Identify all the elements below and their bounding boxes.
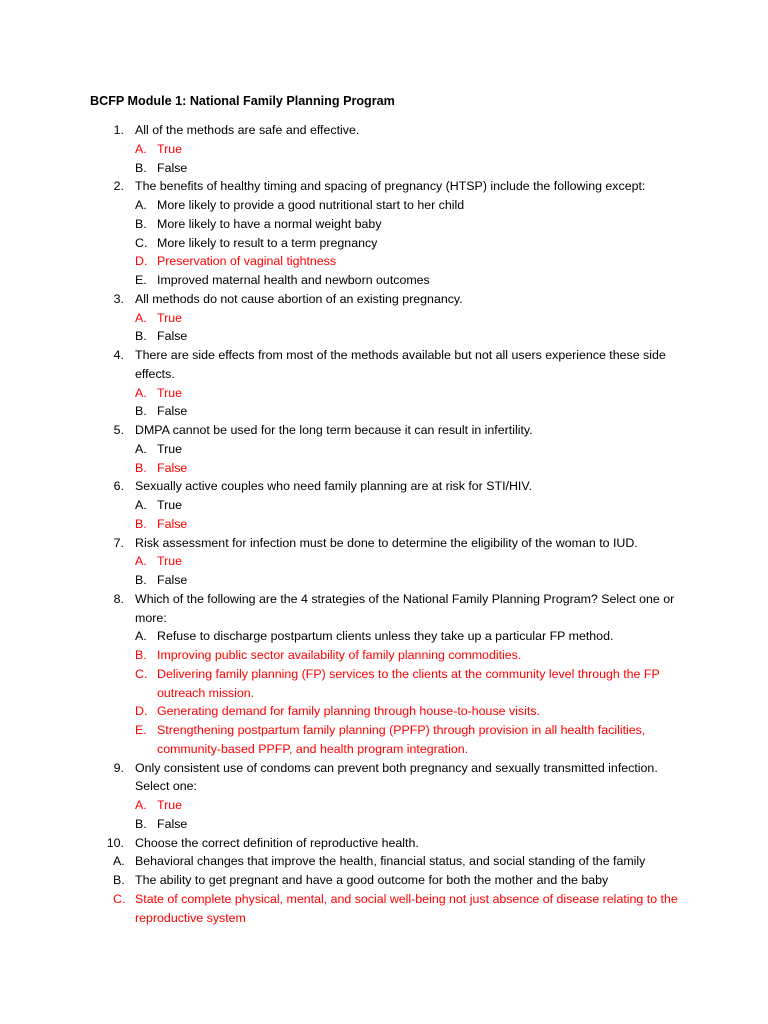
option-letter: A. [135, 141, 147, 156]
option-text: Improved maternal health and newborn outcomes [157, 273, 430, 287]
option-letter: D. [135, 254, 148, 269]
question-line [0, 346, 768, 384]
question-number: 5. [113, 423, 124, 437]
question-text: The benefits of healthy timing and spacing of pregnancy (HTSP) include the following except: [135, 179, 646, 194]
answer-option [0, 496, 768, 515]
option-text: Behavioral changes that improve the health, financial status, and social standing of the family [135, 854, 646, 869]
answer-option-correct [0, 459, 768, 478]
option-letter: E. [135, 723, 147, 737]
question-item [0, 121, 768, 177]
option-text: False [157, 160, 188, 175]
question-line [0, 421, 768, 440]
question-line [0, 477, 768, 496]
option-letter: B. [135, 160, 147, 175]
answer-option-correct [0, 665, 768, 703]
question-line [0, 834, 768, 853]
option-text: False [157, 516, 188, 531]
option-letter: B. [113, 873, 125, 887]
question-line [0, 759, 768, 797]
question-number: 4. [113, 348, 124, 362]
option-text: Generating demand for family planning through house-to-house visits. [157, 704, 540, 719]
question-item [0, 534, 768, 590]
question-text: All of the methods are safe and effective. [135, 123, 360, 137]
option-text: Preservation of vaginal tightness [157, 254, 337, 269]
question-number: 2. [113, 179, 124, 194]
answer-option-correct [0, 890, 768, 928]
question-text: All methods do not cause abortion of an existing pregnancy. [135, 291, 463, 306]
answer-option-correct [0, 646, 768, 665]
question-text: Risk assessment for infection must be done to determine the eligibility of the woman to IUD. [135, 535, 638, 550]
option-text: True [157, 798, 183, 812]
option-letter: A. [135, 310, 147, 325]
question-number: 7. [113, 535, 124, 550]
option-text: True [157, 385, 183, 400]
question-line [0, 177, 768, 196]
option-text: False [157, 573, 188, 587]
option-text: Refuse to discharge postpartum clients unless they take up a particular FP method. [157, 629, 614, 644]
option-text: True [157, 441, 183, 456]
option-letter: C. [113, 891, 126, 906]
option-text: State of complete physical, mental, and social well-being not just absence of disease relating to the reproductive system [135, 891, 678, 925]
answer-option-correct [0, 252, 768, 271]
question-number: 8. [113, 591, 124, 606]
question-text: Only consistent use of condoms can prevent both pregnancy and sexually transmitted infection. Select one: [135, 760, 658, 794]
option-letter: B. [135, 460, 147, 475]
answer-option [0, 159, 768, 178]
option-text: The ability to get pregnant and have a good outcome for both the mother and the baby [135, 873, 609, 887]
answer-option [0, 196, 768, 215]
question-text: There are side effects from most of the methods available but not all users experience these side effects. [135, 348, 666, 381]
answer-option [0, 440, 768, 459]
option-letter: A. [135, 441, 147, 456]
option-letter: B. [135, 404, 147, 419]
question-item [0, 834, 768, 928]
answer-option [0, 234, 768, 253]
answer-option [0, 271, 768, 290]
option-letter: A. [135, 798, 147, 812]
question-number: 1. [113, 123, 124, 137]
answer-option-correct [0, 309, 768, 328]
question-item [0, 290, 768, 346]
option-letter: B. [135, 648, 147, 662]
question-text: Which of the following are the 4 strategies of the National Family Planning Program? Select one or more: [135, 591, 675, 625]
option-letter: A. [113, 854, 125, 869]
option-letter: E. [135, 273, 147, 287]
question-item [0, 421, 768, 477]
option-text: True [157, 310, 183, 325]
answer-option-correct [0, 515, 768, 534]
answer-option-correct [0, 796, 768, 815]
option-text: False [157, 404, 188, 419]
answer-option-correct [0, 140, 768, 159]
answer-option [0, 815, 768, 834]
question-item [0, 477, 768, 533]
question-item [0, 759, 768, 834]
option-letter: C. [135, 666, 148, 681]
option-letter: A. [135, 629, 147, 644]
option-letter: A. [135, 554, 147, 569]
option-letter: B. [135, 216, 147, 231]
question-item [0, 346, 768, 421]
option-text: Strengthening postpartum family planning (PPFP) through provision in all health facilities, community-based PPFP, and health program integration. [157, 723, 646, 756]
answer-option [0, 627, 768, 646]
answer-option [0, 871, 768, 890]
option-text: True [157, 498, 183, 512]
option-letter: D. [135, 704, 148, 719]
question-list [0, 121, 768, 927]
answer-option-correct [0, 721, 768, 759]
question-item [0, 590, 768, 759]
question-number: 3. [113, 291, 124, 306]
question-number: 9. [113, 760, 124, 775]
answer-option-correct [0, 552, 768, 571]
answer-option-correct [0, 702, 768, 721]
document-title: BCFP Module 1: National Family Planning Program [90, 94, 395, 108]
answer-option-correct [0, 384, 768, 403]
option-text: True [157, 141, 183, 156]
option-text: Delivering family planning (FP) services to the clients at the community level through the FP outreach mission. [157, 666, 660, 700]
option-letter: A. [135, 385, 147, 400]
option-letter: C. [135, 235, 148, 250]
option-text: More likely to result to a term pregnancy [157, 235, 378, 250]
option-letter: B. [135, 573, 147, 587]
question-text: Sexually active couples who need family planning are at risk for STI/HIV. [135, 479, 532, 494]
option-text: True [157, 554, 183, 569]
option-text: False [157, 460, 188, 475]
answer-option [0, 327, 768, 346]
question-line [0, 590, 768, 628]
option-letter: A. [135, 498, 147, 512]
option-text: False [157, 816, 188, 831]
question-line [0, 121, 768, 140]
question-line [0, 534, 768, 553]
option-letter: B. [135, 516, 147, 531]
option-text: False [157, 329, 188, 344]
question-text: Choose the correct definition of reproductive health. [135, 835, 419, 850]
question-text: DMPA cannot be used for the long term because it can result in infertility. [135, 423, 533, 437]
answer-option [0, 852, 768, 871]
option-letter: A. [135, 198, 147, 212]
option-letter: B. [135, 329, 147, 344]
option-text: More likely to have a normal weight baby [157, 216, 382, 231]
option-letter: B. [135, 816, 147, 831]
question-item [0, 177, 768, 290]
question-number: 10. [106, 835, 124, 850]
option-text: More likely to provide a good nutritional start to her child [157, 198, 465, 212]
question-line [0, 290, 768, 309]
answer-option [0, 215, 768, 234]
answer-option [0, 402, 768, 421]
answer-option [0, 571, 768, 590]
option-text: Improving public sector availability of family planning commodities. [157, 648, 522, 662]
question-number: 6. [113, 479, 124, 494]
